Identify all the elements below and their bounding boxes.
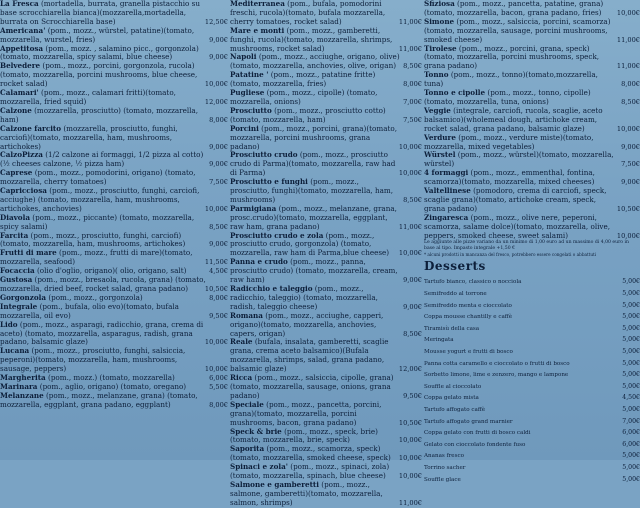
menu-item-name: Veggie (424, 105, 451, 115)
menu-item-description: (mozzarella, prosciutto) (tomato, mozzarella, ham) (0, 105, 199, 124)
menu-item-price: 9,00€ (403, 302, 422, 311)
menu-item-price: 11,50€ (204, 258, 228, 267)
menu-item-name: Radicchio e taleggio (230, 284, 313, 293)
menu-item (0, 232, 228, 250)
menu-item (0, 125, 228, 152)
menu-item-name: Speck & brie (230, 426, 282, 436)
menu-item (230, 27, 422, 54)
menu-item-description: (pom., mozz., prosciutto, funghi, carciofi, acciughe) (tomato, mozzarella, ham, mushrooms, artichokes, anchovies) (0, 186, 200, 213)
menu-item-price: 10,00€ (204, 80, 228, 89)
menu-item-name: Zingaresca (424, 212, 469, 222)
menu-item-price: 9,50€ (209, 311, 228, 320)
menu-item-description: (integrale, carciofi, rucola, scaglie, aceto balsamico)(wholemeal dough, artichoke cream, rocket salad, grana padano, balsamic glaze) (424, 105, 603, 133)
menu-item-name: Speciale (230, 399, 264, 409)
menu-item-price: 7,50€ (403, 115, 422, 124)
menu-column-1 (0, 0, 228, 410)
menu-item (424, 45, 640, 72)
menu-item (230, 89, 422, 107)
dessert-price: 5,00€ (622, 278, 640, 286)
menu-item-name: Sfiziosa (424, 0, 455, 8)
menu-item-description: (bufala, insalata, gamberetti, scaglie grana, crema aceto balsamico)(Bufala mozzarella, shrimps, salad, grana padano, balsamic glaze) (230, 337, 389, 374)
menu-item (230, 428, 422, 446)
menu-item-name: Appetitosa (0, 43, 44, 53)
menu-item-name: Reale (230, 337, 253, 347)
dessert-name: Souffle glace (424, 476, 461, 483)
menu-item-price: 10,50€ (398, 418, 422, 427)
menu-column-3 (424, 0, 640, 486)
menu-item-name: Valtellinese (424, 186, 471, 196)
menu-item-description: (pom., bufala, olio evo)(tomato, bufala mozzarella, oil evo) (0, 301, 179, 320)
menu-item (230, 374, 422, 401)
menu-item-price: 8,00€ (209, 115, 228, 124)
menu-item-name: Panna e crudo (230, 257, 288, 267)
menu-item-name: Calamari' (0, 88, 39, 98)
menu-item-price: 7,50€ (621, 160, 640, 169)
menu-item-name: Focaccia (0, 266, 35, 276)
menu-item-description: (pom., mozz., piccante) (tomato, mozzarella, spicy salami) (0, 212, 195, 231)
dessert-item (424, 277, 640, 289)
menu-item-description: (pom., mozz., asparagi, radicchio, grana, crema di aceto) (tomato, mozzarella, asparagus, radish, grana padano, balsamic glaze) (0, 319, 204, 347)
menu-item (230, 178, 422, 205)
menu-item-description: (pom., mozz., porcini, gorgonzola, rucola)(tomato, mozzarella, porcini mushrooms, blue cheese, rocket salad) (0, 61, 198, 89)
dessert-price: 5,00€ (622, 359, 640, 367)
menu-item-name: Gorgonzola (0, 292, 47, 302)
menu-item-name: Belvedere (0, 61, 41, 71)
menu-item-name: Würstel (424, 150, 456, 160)
menu-item-description: (pom., mozz., salmone, gamberetti)(tomato, mozzarella, salmon, shrimps) (230, 479, 383, 507)
menu-item-price: 8,00€ (209, 400, 228, 409)
dessert-item (424, 475, 640, 487)
menu-item-price: 8,50€ (403, 195, 422, 204)
menu-item-description: (pom., mozz., pomodorini, origano) (tomato, mozzarella, cherry tomatoes) (0, 168, 196, 187)
menu-item (230, 205, 422, 232)
menu-item-description: (pom., bufala, pomodorini freschi, rucola)(tomato, bufala mozzarella, cherry tomatoes, rocket salad) (230, 0, 386, 26)
dessert-name: Coppa mousse chantilly e caffè (424, 314, 513, 321)
dessert-price: 7,00€ (622, 417, 640, 425)
menu-item-name: Diavola (0, 212, 30, 222)
dessert-name: Mousse yogurt e frutti di bosco (424, 349, 513, 356)
menu-item-description: (pom., mozz., radicchio, taleggio) (tomato, mozzarella, radish, taleggio cheese) (230, 284, 378, 311)
menu-item-name: Prosciutto e funghi (230, 177, 308, 187)
menu-item-description: (pom., mozz., speck, brie) (tomato, mozzarella, brie, speck) (230, 426, 378, 445)
menu-item (230, 107, 422, 125)
menu-item-name: Pugliese (230, 88, 265, 98)
menu-item-name: Mediterranea (230, 0, 285, 8)
menu-item-name: Tirolese (424, 43, 457, 53)
menu-item-description: (pom., mozz., gorgonzola) (48, 292, 143, 302)
menu-item-description: (pom., mozz., prosciutto, funghi, salsiccia, peperoni)(tomato, mozzarella, ham, mushrooms, sausage, peppers) (0, 346, 186, 374)
menu-item-description: (pom., mozz., pancetta, patatine, grana)(tomato, mozzarella, bacon, grana padano, fries) (424, 0, 604, 17)
menu-item (0, 0, 228, 27)
dessert-item (424, 428, 640, 440)
dessert-item (424, 440, 640, 452)
menu-item-name: Margherita (0, 373, 46, 383)
menu-item-price: 10,00€ (616, 8, 640, 17)
menu-item-price: 9,00€ (621, 178, 640, 187)
menu-item-price: 7,50€ (209, 178, 228, 187)
menu-item-description: (pom., mozz., prosciutto crudo di Parma)(tomato, mozzarella, raw had di Parma) (230, 150, 396, 178)
menu-item-price: 12,00€ (204, 97, 228, 106)
menu-item (424, 169, 640, 187)
menu-item-price: 10,00€ (398, 169, 422, 178)
dessert-name: Tiramisù della casa (424, 325, 480, 332)
menu-item (424, 18, 640, 45)
dessert-price: 5,00€ (622, 452, 640, 460)
menu-item-name: Farcita (0, 230, 29, 240)
menu-item-price: 10,00€ (398, 436, 422, 445)
menu-item (230, 258, 422, 285)
menu-item-price: 9,00€ (209, 35, 228, 44)
menu-item (424, 0, 640, 18)
menu-item-description: (pom., mozz., gamberetti, funghi, rucola)(tomato, mozzarella, shrimps, mushrooms, rocket salad) (230, 25, 393, 53)
menu-item-name: Simone (424, 16, 455, 26)
menu-item-name: Saporita (230, 444, 265, 454)
menu-item-price: 10,00€ (398, 249, 422, 258)
menu-item-name: Marinara (0, 381, 38, 391)
menu-item-description: (pom., mozz., melanzane, grana, prosc.crudo)(tomato, mozzarella, eggplant, raw ham, grana padano) (230, 203, 397, 231)
menu-item-description: (pom., mozz., scamorza, speck) (tomato, mozzarella, smoked cheese, speck) (230, 444, 391, 463)
menu-item-description: (pom., mozz., panna, prosciutto crudo) (tomato, mozzarella, cream, raw ham) (230, 257, 398, 285)
menu-item (0, 27, 228, 45)
menu-item-name: 4 formaggi (424, 168, 469, 178)
dessert-list (424, 277, 640, 486)
menu-item (0, 303, 228, 321)
menu-item (0, 392, 228, 410)
menu-item-price: 10,50€ (204, 285, 228, 293)
menu-item-name: Mare e monti (230, 25, 285, 35)
menu-item-price: 11,00€ (616, 35, 640, 44)
dessert-name: Gelato con cioccolato fondente fuso (424, 441, 526, 448)
menu-item (0, 89, 228, 107)
menu-item-price: 10,00€ (204, 204, 228, 213)
menu-item (424, 214, 640, 241)
dessert-price: 4,50€ (622, 394, 640, 402)
menu-item (230, 481, 422, 508)
menu-item-description: (pom., mozz., tonno, cipolle)(tomato, mozzarella, tuna, onions) (424, 88, 591, 106)
menu-item-description: (pom., mozz., frutti di mare)(tomato, mozzarella, seafood) (0, 248, 193, 267)
dessert-item (424, 289, 640, 301)
dessert-item (424, 312, 640, 324)
dessert-name: Tartufo affogato caffè (424, 407, 486, 413)
menu-column-3-items (424, 0, 640, 240)
menu-item (0, 249, 228, 267)
menu-item-name: CalzoPizza (0, 150, 43, 160)
menu-item-price: 8,50€ (621, 97, 640, 106)
menu-item-description: (pom., mozz., porcini, grana)(tomato, mozzarella, porcini mushrooms, grana padano) (230, 123, 397, 151)
menu-item-description: (pom., mozz., würstel)(tomato, mozzarella, würstel) (424, 150, 614, 169)
menu-item-price: 10,00€ (616, 231, 640, 240)
menu-item-price: 8,50€ (209, 222, 228, 231)
menu-item-description: (pom., mozz., calamari fritti)(tomato, mozzarella, fried squid) (0, 88, 176, 106)
menu-item (0, 276, 228, 294)
dessert-name: Panna cotta caramello e cioccolato o frutti di bosco (424, 360, 570, 367)
menu-item-price: 10,00€ (204, 365, 228, 374)
menu-item (0, 45, 228, 63)
menu-item (424, 134, 640, 152)
menu-item-description: (pom., mozz., porcini, grana, speck)(tomato, mozzarella, porcini mushrooms, speck, grana padano) (424, 43, 600, 71)
menu-item-price: 12,00€ (398, 365, 422, 374)
menu-item-description: (pom., mozz., acciughe, origano, olive)(tomato, mozzarella, anchovies, olive, origan) (230, 52, 400, 71)
menu-item-description: (pom., mozz., olive nere, peperoni, scamorza, salame dolce)(tomato, mozzarella, olive, peppers, smoked cheese, sweet salami) (424, 212, 611, 240)
dessert-name: Sorbetto limone, lime e zenzero, mango e lampone (424, 372, 569, 379)
menu-item-description: (pomodoro, crema di carciofi, speck, scaglie grana)(tomato, artichoke cream, speck, grana padano) (424, 186, 607, 213)
menu-item-name: Salmone e gamberetti (230, 479, 319, 489)
menu-item (424, 89, 640, 107)
menu-item-price: 9,00€ (209, 142, 228, 151)
menu-item-name: Prosciutto crudo e zola (230, 230, 324, 240)
menu-item-price: 11,00€ (398, 222, 422, 231)
menu-item-description: (pom., mozz., pancetta, porcini, grana)(tomato, mozzarella, porcini mushrooms, bacon, grana padano) (230, 399, 382, 427)
menu-item-price: 11,00€ (616, 62, 640, 71)
menu-item-description: (pom., mozz.) (tomato, mozzarella) (48, 373, 175, 383)
menu-item-price: 10,00€ (398, 454, 422, 463)
menu-item-name: Tonno e cipolle (424, 88, 486, 98)
toppings-note: Le aggiunte alle pizze variano da un minimo di 1,00 euro ad un massimo di 4,00 euro in base al tipo. Impasto integrale +1,50 € (424, 240, 629, 252)
dessert-name: Semifreddo al torrone (424, 291, 487, 298)
menu-item-price: 9,50€ (403, 391, 422, 400)
menu-item-price: 5,50€ (209, 382, 228, 391)
menu-item (424, 187, 640, 214)
menu-item-price: 8,00€ (209, 293, 228, 302)
menu-item-description: (pom., mozz., prosciutto, funghi, carciofi)(tomato, mozzarella, ham, mushrooms, artichokes) (0, 230, 186, 249)
menu-item-name: Romana (230, 310, 263, 320)
menu-item-name: Calzone (0, 105, 32, 115)
menu-item (230, 285, 422, 312)
dessert-item (424, 393, 640, 405)
menu-item-price: 8,50€ (403, 329, 422, 338)
menu-column-2 (230, 0, 422, 508)
menu-item-description: (pom., mozz. , salamino picc., gorgonzola)(tomato, mozzarella, spicy salami, blue cheese) (0, 43, 199, 62)
menu-item-name: Patatine ' (230, 70, 269, 80)
menu-item-name: Gustosa (0, 275, 33, 285)
menu-item-name: Tonno (424, 70, 449, 80)
dessert-price: 5,00€ (622, 313, 640, 321)
dessert-name: Ananas fresco (424, 453, 464, 460)
menu-item-name: Melanzane (0, 390, 44, 400)
menu-item-description: (pom., mozz., prosciutto, funghi)(tomato, mozzarella, ham, mushrooms) (230, 177, 393, 204)
menu-item (424, 71, 640, 89)
dessert-name: Coppa gelato mista (424, 395, 479, 402)
menu-item-name: Capricciosa (0, 186, 47, 196)
menu-item-description: (pom., mozz., salsiccia, porcini, scamorza)(tomato, mozzarella, sausage, porcini mushrooms, smoked cheese) (424, 16, 611, 44)
menu-item (230, 338, 422, 374)
menu-item (0, 169, 228, 187)
menu-item-price: 7,00€ (403, 97, 422, 106)
dessert-price: 5,00€ (622, 301, 640, 309)
dessert-name: Torrino sacher (424, 464, 466, 471)
dessert-price: 5,00€ (622, 463, 640, 471)
menu-item (0, 347, 228, 374)
dessert-item (424, 359, 640, 371)
menu-item-name: Ricca (230, 373, 253, 383)
menu-item-name: Napoli (230, 52, 257, 62)
menu-item (230, 151, 422, 178)
menu-item-description: (1/2 calzone ai formaggi, 1/2 pizza al cotto)(½ cheeses calzone, ½ pizza ham) (0, 150, 204, 169)
dessert-item (424, 405, 640, 417)
menu-item-name: Prosciutto (230, 105, 272, 115)
dessert-price: 5,00€ (622, 348, 640, 356)
menu-item (230, 53, 422, 71)
menu-item-price: 10,00€ (398, 142, 422, 151)
menu-item-description: (pom., mozz., verdure miste)(tomato, mozzarella, mixed vegetables) (424, 132, 594, 151)
menu-item-price: 8,00€ (621, 80, 640, 89)
menu-item (0, 62, 228, 89)
menu-item-price: 9,00€ (621, 142, 640, 151)
menu-item-description: (mozzarella, prosciutto, funghi, carciofi)(tomato, mozzarella, ham, mushrooms, artichokes) (0, 123, 178, 151)
dessert-price: 5,00€ (622, 336, 640, 344)
dessert-name: Tartufo affogato grand marnier (424, 418, 513, 425)
dessert-price: 6,00€ (622, 440, 640, 448)
menu-item-price: 6,00€ (209, 374, 228, 383)
menu-item-name: La Fresca (0, 0, 39, 8)
menu-item-name: Caprese (0, 168, 33, 178)
menu-item-description: (pom., mozz., patatine fritte)(tomato, mozzarella, fries) (230, 70, 376, 89)
menu-item-description: (olio d'oglio, origano)( olio, origano, salt) (36, 266, 187, 276)
menu-item-description: (pom., mozz., würstel, patatine)(tomato, mozzarella, wurstel, fries) (0, 25, 195, 44)
menu-item (230, 232, 422, 259)
dessert-item (424, 370, 640, 382)
dessert-name: Souffle al cioccolato (424, 383, 482, 390)
menu-item-description: (pom., mozz., emmenthal, fontina, scamorza)(tomato, mozzarella, mixed cheeses) (424, 168, 595, 187)
menu-item (0, 321, 228, 348)
menu-item-description: (pom., mozz., tonno)(tomato,mozzarella, tuna) (424, 70, 598, 89)
dessert-price: 5,00€ (622, 382, 640, 390)
menu-item-name: Calzone farcito (0, 123, 62, 133)
dessert-price: 5,00€ (622, 290, 640, 298)
dessert-item (424, 301, 640, 313)
menu-item-description: (mortadella, burrata, granella pistacchio su base scrocchiarella bianca)(mozzarella,mortadella, burrata on Scrocchiarella base) (0, 0, 200, 26)
dessert-price: 5,00€ (622, 371, 640, 379)
menu-item-name: Americana' (0, 25, 46, 35)
menu-item-name: Lido (0, 319, 18, 329)
dessert-name: Semifreddo menta e cioccolato (424, 302, 512, 309)
menu-item (424, 107, 640, 134)
menu-item-price: 10,50€ (616, 204, 640, 213)
menu-item-price: 9,00€ (209, 53, 228, 62)
menu-item-description: (pom., mozz., melanzane, grana) (tomato, mozzarella, eggplant, grana padano, eggplant) (0, 390, 198, 409)
menu-item (230, 463, 422, 481)
dessert-item (424, 382, 640, 394)
dessert-item (424, 347, 640, 359)
menu-item-price: 11,00€ (398, 17, 422, 26)
menu-item-description: (pom., mozz., bresaola, rucola, grana) (tomato, mozzarella, dried beef, rocket salad, grana padano) (0, 275, 206, 293)
menu-item-price: 9,00€ (209, 160, 228, 169)
dessert-price: 5,00€ (622, 406, 640, 413)
dessert-item (424, 335, 640, 347)
menu-item-description: (pom., mozz., spinaci, zola)(tomato, mozzarella, spinach, blue cheese) (230, 462, 390, 481)
menu-item-price: 11,00€ (398, 44, 422, 53)
menu-item-name: Verdure (424, 132, 456, 142)
menu-item (0, 187, 228, 214)
menu-item-name: Prosciutto crudo (230, 150, 298, 160)
frozen-note: * alcuni prodotti in mancanza del fresco, potrebbero essere congelati o abbattuti (424, 252, 597, 258)
menu-item (230, 0, 422, 27)
dessert-item (424, 417, 640, 429)
menu-item-price: 10,00€ (616, 124, 640, 133)
menu-item (0, 214, 228, 232)
menu-item (230, 312, 422, 339)
dessert-item (424, 324, 640, 336)
menu-item-name: Spinaci e zola' (230, 462, 288, 472)
menu-item-name: Frutti di mare (0, 248, 57, 258)
menu-item (230, 401, 422, 428)
menu-item-price: 10,00€ (204, 338, 228, 347)
desserts-title: Desserts (424, 259, 486, 274)
menu-item-description: (pom., mozz., cipolle) (tomato, mozzarella, onions) (230, 88, 378, 106)
dessert-item (424, 451, 640, 463)
menu-item-price: 9,00€ (209, 240, 228, 249)
menu-item (230, 125, 422, 152)
menu-item-name: Lucana (0, 346, 30, 356)
dessert-item (424, 463, 640, 475)
dessert-name: Meringata (424, 337, 454, 344)
menu-item-description: (pom., aglio, origano) (tomato, oregano) (39, 381, 187, 391)
menu-item-description: (pom., mozz., acciughe, capperi, origano)(tomato, mozzarella, anchovies, capers, origan) (230, 310, 384, 338)
menu-item-description: (pom., mozz., salsiccia, cipolle, grana)(tomato, mozzarella, sausage, onions, grana padano) (230, 373, 394, 400)
menu-item (0, 151, 228, 169)
menu-item (230, 445, 422, 463)
dessert-name: Coppa gelato con frutti di bosco caldi (424, 430, 531, 437)
menu-item-name: Parmigiana (230, 203, 277, 213)
menu-item-price: 10,00€ (398, 472, 422, 481)
dessert-price: 6,00€ (622, 429, 640, 437)
dessert-name: Tartufo bianco, classico o nocciola (424, 279, 522, 286)
menu-item-price: 9,00€ (403, 276, 422, 285)
menu-item (0, 107, 228, 125)
menu-item-name: Integrale (0, 301, 38, 311)
menu-item-description: (pom., mozz., prosciutto crudo, gorgonzola) (tomato, mozzarella, raw ham di Parma,blue cheese) (230, 230, 390, 258)
dessert-price: 5,00€ (622, 324, 640, 332)
menu-item-description: (pom., mozz., prosciutto cotto)(tomato, mozzarella, ham) (230, 105, 386, 124)
menu-item-price: 8,00€ (403, 80, 422, 89)
menu-item-price: 12,50€ (204, 17, 228, 26)
menu-item-price: 8,50€ (403, 62, 422, 71)
menu-item (424, 151, 640, 169)
menu-item-price: 4,50€ (209, 267, 228, 276)
menu-item-price: 11,00€ (398, 498, 422, 507)
dessert-price: 5,00€ (622, 475, 640, 483)
menu-item-name: Porcini (230, 123, 259, 133)
menu-item (230, 71, 422, 89)
